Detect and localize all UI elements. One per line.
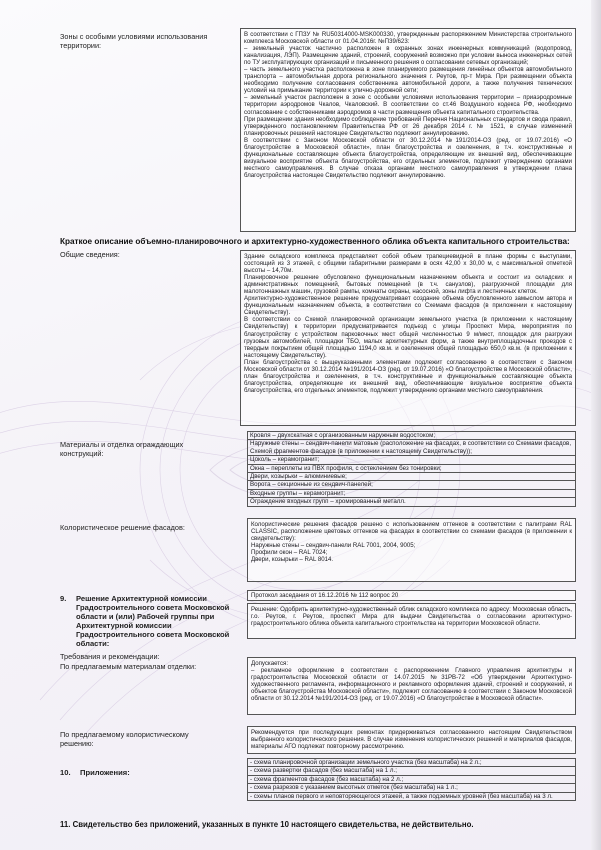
general-paragraph: В соответствии со Схемой планировочной организации земельного участка (в приложении к настоящему Свидетельству) к территории предусматривается подъезд с улицы Проспект Мира, мероприятия по благоустройству с устройством парковочных мест общей численностью 9 м/мест, площадок для разгрузки грузовых автомобилей, площадки ТБО, малых архитектурных форм, а также внутриплощадочных проездов с твердым покрытием общей площадью 1194,0 кв.м. и озеленения общей площадью 650,0 кв.м. (в приложении к настоящему Свидетельству). (244, 316, 572, 359)
colors-label: Колористическое решение фасадов: (60, 523, 185, 532)
general-box (240, 250, 576, 426)
attachments-number: 10. (60, 768, 71, 777)
attachments-label: Приложения: (80, 768, 130, 777)
requirements-sub-label: По предлагаемым материалам отделки: (60, 662, 197, 671)
zones-paragraph: – часть земельного участка расположена в зоне планируемого размещения линейных объектов автомобильного транспорта – автомобильная дорога регионального значения г. Реутов, пр-т Мира. При размещении объекта необходимо получение согласования собственника автомобильной дороги, а также получения технических условий на примыкание территории к улично-дорожной сети; (244, 66, 572, 95)
attachment-item: - схема фрагментов фасадов (без масштаба) на 2 л.; (248, 775, 576, 783)
attachment-item: - схемы планов первого и неповторяющегося этажей, а также подземных уровней (без масштаба) на 3 л. (248, 792, 576, 800)
attachment-item: - схема разрезов с указанием высотных отметок (без масштаба) на 1 л.; (248, 784, 576, 792)
zones-paragraph: – земельный участок расположен в зоне с особыми условиями использования территории – приаэродромные территории аэродромов Чкалов, Чкаловский. В соответствии со ст.46 Воздушного кодекса РФ, необходимо согласование с собственниками аэродромов в части размещения объекта капитального строительства. (244, 94, 572, 116)
materials-table (247, 431, 576, 507)
materials-row: Окна – переплеты из ПВХ профиля, с остеклением без тонировки; (248, 464, 576, 472)
attachments-table (247, 758, 576, 801)
general-paragraph: Архитектурно-художественное решение предусматривает создание объема обусловленного замыслом автора и функциональным назначением объекта, в соответствии со Схемами фасадов (в приложении к настоящему Свидетельству). (244, 295, 572, 317)
color-rec-label: По предлагаемому колористическому решению: (60, 730, 189, 748)
requirements-title: Допускается: (251, 660, 289, 667)
zones-paragraph: – земельный участок частично расположен в охранных зонах инженерных коммуникаций (водопровод, канализация, ЛЭП). Размещение зданий, строений, сооружений возможно при условии выноса инженерных сетей по ТУ эксплуатирующих организаций и письменного решения о согласовании сетевых организаций; (244, 45, 572, 67)
colors-line: Наружные стены – сендвич-панели RAL 7001, 2004, 9005; (251, 542, 416, 550)
materials-row: Цоколь – керамогранит; (248, 456, 576, 464)
section-heading: Краткое описание объемно-планировочного и архитектурно-художественного облика объекта капитального строительства: (60, 237, 570, 246)
colors-line: Двери, козырьки – RAL 8014. (251, 556, 334, 564)
materials-row: Входные группы – керамогранит; (248, 489, 576, 497)
materials-row: Ворота – секционные из сендвич-панелей; (248, 481, 576, 489)
zones-paragraph: В соответствии с Законом Московской области от 30.12.2014 №191/2014-ОЗ (ред. от 19.07.2016) «О благоустройстве в Московской области», план благоустройства и озеленения, в т.ч. конструктивные и функциональные составляющие объекта благоустройства, определяющие их внешний вид, обеспечивающие визуальное восприятие объекта благоустройства, его отдельных элементов, подлежит утверждению органами местного самоуправления. В случае отказа органами местного самоуправления в утверждении плана благоустройства настоящее Свидетельство подлежит аннулированию. (244, 136, 572, 179)
materials-row: Наружные стены – сендвич-панели матовые (расположение на фасадах, в соответствии со Схемами фасадов, Схемой фрагментов фасадов (в приложении к настоящему Свидетельству)); (248, 440, 576, 456)
general-paragraph: Планировочное решение обусловлено функциональным назначением объекта и состоит из складских и административных помещений, бытовых помещений (в т.ч. санузлов), разгрузочной площадки для малотоннажных машин, грузовой рампы, комнаты охраны, насосной, зоны лифта и лестничных клеток. (244, 274, 572, 296)
commission-protocol: Протокол заседания от 16.12.2016 № 112 вопрос 20 (247, 590, 576, 601)
commission-number: 9. (60, 594, 67, 603)
materials-row: Кровля – двухскатная с организованным наружным водостоком; (248, 432, 576, 440)
zones-box (240, 28, 576, 232)
commission-label: Решение Архитектурной комиссии Градостроительного совета Московской области и (или) Рабочей группы при Архитектурной комиссии Градостроительного совета Московской области: (76, 594, 230, 648)
footer-note: 11. Свидетельство без приложений, указанных в пункте 10 настоящего свидетельства, не действительно. (60, 820, 474, 829)
general-paragraph: Здание складского комплекса представляет собой объем трапециевидной в плане формы с выступами, состоящий из 3 этажей, с общими габаритными размерами в осях 42,00 х 30,00 м, с максимальной отметкой высоты – 14,70м. (244, 253, 572, 275)
colors-box (247, 518, 576, 582)
materials-label: Материалы и отделка ограждающих конструкций: (60, 440, 184, 458)
zones-paragraph: В соответствии с ГПЗУ № RU50314000-MSK000330, утвержденным распоряжением Министерства строительного комплекса Московской области от 01.04.2016г. №П39/623: (244, 31, 572, 46)
materials-row: Двери, козырьки – алюминиевые; (248, 473, 576, 481)
colors-line: Профили окон – RAL 7024; (251, 549, 328, 557)
color-rec-box: Рекомендуется при последующих ремонтах придерживаться согласованного настоящим Свидетельством выбранного колористического решения. В случае изменения колористических решений и материалов фасадов, материалы АГО подлежат повторному рассмотрению. (247, 726, 576, 754)
general-paragraph: План благоустройства с выщеуказанными элементами подлежит согласованию в соответствии с Законом Московской области от 30.12.2014 №191/2014-ОЗ (ред. от 19.07.2016) «О благоустройстве в Московской области», план благоустройства и озеленения, в т.ч. конструктивные и функциональные составляющие объекта благоустройства, определяющие их внешний вид, обеспечивающие визуальное восприятие объекта благоустройства, его отдельных элементов, подлежит утверждению органами местного самоуправления. (244, 358, 572, 394)
attachment-item: - схема планировочной организации земельного участка (без масштаба) на 2 л.; (248, 759, 576, 767)
zones-label: Зоны с особыми условиями использования территории: (60, 32, 208, 50)
colors-intro: Колористические решения фасадов решено с использованием оттенков в соответствии с палитрами RAL CLASSIC, расположение цветовых оттенков на фасадах в соответствии со схемами фасадов (в приложении к свидетельству): (251, 521, 572, 543)
commission-decision: Решение: Одобрить архитектурно-художественный облик складского комплекса по адресу: Московская область, г.о. Реутов, г. Реутов, проспект Мира для выдачи Свидетельства о согласовании архитектурно-градостроительного облика объекта капитального строительства на территории Московской области. (247, 603, 576, 639)
requirements-text: – рекламное оформление в соответствии с распоряжением Главного управления архитектуры и градостроительства Московской области от 14.07.2015 №31РВ-72 «Об утверждении Архитектурно- художественного регламента, информационного и рекламного оформления зданий, строений и сооружений, и объектов благоустройства Московской области», подлежит согласованию в соответствии с Законом Московской области от 30.12.2014 №191/2014-ОЗ (ред. от 19.07.2016) «О благоустройстве в Московской области». (251, 667, 572, 703)
attachment-item: - схема развертки фасадов (без масштаба) на 1 л.; (248, 767, 576, 775)
page-right-edge (591, 0, 601, 850)
requirements-label: Требования и рекомендации: (60, 652, 160, 661)
requirements-box (247, 657, 576, 715)
general-label: Общие сведения: (60, 250, 120, 259)
materials-row: Ограждение входных групп – хромированный металл. (248, 498, 576, 506)
zones-paragraph: При размещении здания необходимо соблюдение требований Перечня Национальных стандартов и свода правил, утвержденного постановлением Правительства РФ от 26 декабря 2014 г. № 1521, в случае изменений планировочных решений настоящее Свидетельство подлежит аннулированию. (244, 115, 572, 137)
